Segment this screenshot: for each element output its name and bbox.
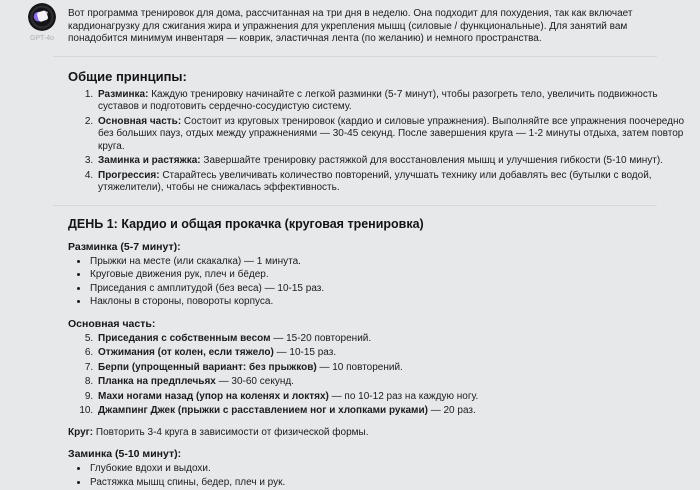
warmup-list [68,256,688,309]
list-item [96,155,688,168]
list-item: • Наклоны в стороны, повороты корпуса. [89,296,688,309]
list-item [96,116,688,154]
item-term: Планка на предплечьях [98,376,216,387]
message-content [68,3,690,490]
gpt-4o-logo-icon [28,3,56,31]
intro-paragraph: Вот программа тренировок для дома, рассчитанная на три дня в неделю. Она подходит для похудения, так как включает кардионагрузку для сжигания жира и упражнения для укрепления мышц (силовые / функциональные). Для занятий вам понадобится минимум инвентаря — коврик, эластичная лента (по желанию) и немного пространства. [68,8,633,44]
item-text: — по 10-12 раз на каждую ногу. [328,390,479,402]
item-term: Основная часть: [98,115,182,127]
list-item: • Глубокие вдохи и выдохи. [89,463,688,476]
list-item: • Приседания с амплитудой (без веса) — 10-15 раз. [89,283,688,296]
item-text: — 10 повторений. [316,361,403,373]
list-item [96,89,688,114]
item-term: Прогрессия: [98,169,160,181]
list-item [96,333,688,346]
cooldown-heading: Заминка (5-10 минут): [68,448,182,460]
list-item [96,170,688,195]
item-text: Старайтесь увеличивать количество повторений, улучшать технику или добавлять вес (бутылки с водой, утяжелители), чтобы не снижалась эффективность. [98,169,652,193]
circuit-note [68,427,688,440]
item-term: Приседания с собственным весом [98,332,271,344]
main-part-heading: Основная часть: [68,317,156,330]
model-label: GPT-4o [29,35,55,42]
section-divider [53,205,657,206]
item-text: Состоит из круговых тренировок (кардио и силовые упражнения). Выполняйте все упражнения поочередно без больших пауз, отдых между упражнениями — 30-45 секунд. После завершения круга — 1-2 минуты отдыха, затем повтор круга. [98,115,685,152]
item-term: Берпи (упрощенный вариант: без прыжков) [98,361,317,373]
day1-heading: ДЕНЬ 1: Кардио и общая прокачка (круговая тренировка) [68,216,424,231]
list-item [96,376,688,389]
avatar-column [28,3,56,490]
warmup-heading: Разминка (5-7 минут): [68,240,181,253]
main-exercise-list [68,333,688,418]
item-term: Махи ногами назад (упор на коленях и локтях) [98,390,329,402]
list-item: • Прыжки на месте (или скакалка) — 1 минута. [89,256,688,269]
item-text: Каждую тренировку начинайте с легкой разминки (5-7 минут), чтобы разогреть тело, увеличить подвижность суставов и подготовить сердечно-сосудистую систему. [98,88,658,112]
list-item [96,347,688,360]
item-text: — 20 раз. [427,405,476,416]
principles-list [68,89,688,195]
item-text: Завершайте тренировку растяжкой для восстановления мышц и улучшения гибкости (5-10 минут). [200,155,663,166]
item-text: — 15-20 повторений. [270,332,372,344]
cooldown-list [68,463,688,489]
list-item: • Растяжка мышц спины, бедер, плеч и рук. [89,477,688,490]
principles-heading: Общие принципы: [68,68,187,84]
item-term: Круг: [68,426,94,438]
item-text: — 30-60 секунд. [215,376,294,387]
item-text: — 10-15 раз. [273,347,337,358]
gpt-4o-avatar[interactable] [28,3,56,31]
item-term: Джампинг Джек (прыжки с расставлением ног и хлопками руками) [98,405,428,416]
section-divider [53,56,657,57]
list-item [96,362,688,375]
item-term: Отжимания (от колен, если тяжело) [98,347,274,358]
item-text: Повторить 3-4 круга в зависимости от физической формы. [93,426,369,438]
item-term: Разминка: [98,88,149,100]
list-item [96,405,688,418]
item-term: Заминка и растяжка: [98,155,201,166]
list-item: • Круговые движения рук, плеч и бёдер. [89,269,688,282]
list-item [96,391,688,404]
